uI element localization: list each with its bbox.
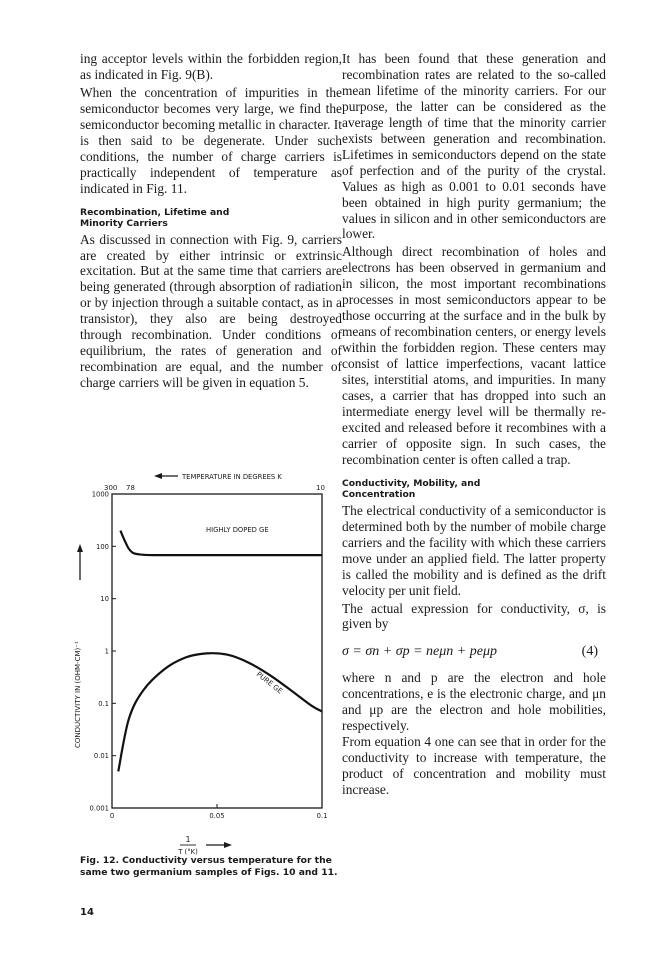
chart-svg [66,468,346,873]
left-column [80,51,342,391]
top-axis-arrowhead [154,473,162,479]
x-axis-label-denominator: T (°K) [178,848,198,856]
page-number: 14 [80,907,94,918]
figure-caption: Fig. 12. Conductivity versus temperature for the same two germanium samples of Figs. 10 and 11. [80,855,338,878]
paragraph: The actual expression for conductivity, σ, is given by [342,600,606,632]
y-tick-label: 1 [104,647,109,656]
paragraph: ing acceptor levels within the forbidden region, as indicated in Fig. 9(B). [80,51,342,82]
top-axis-label: TEMPERATURE IN DEGREES K [182,473,282,481]
x-ticks [110,804,328,820]
top-tick-label: 10 [316,484,325,492]
x-axis-label-numerator: 1 [185,835,191,844]
y-tick-label: 10 [100,595,109,604]
y-tick-label: 0.1 [98,699,109,708]
section-heading [80,207,342,229]
series-line-pure-ge [118,653,322,771]
section-heading [342,478,606,500]
paragraph: As discussed in connection with Fig. 9, carriers are created by either intrinsic or extrinsic excitation. But at the same time that carriers are being generated (through absorption of radiation or by injection through a suitable contact, as in a transistor), they also are being destroyed through recombination. Under conditions of equilibrium, the rates of generation and of recombination are equal, and the number of charge carriers will be given in equation 5. [80,231,342,391]
equation-body: σ = σn + σp = neμn + peμp [342,644,497,660]
plot-frame [112,494,322,808]
top-tick-label: 300 [104,484,118,492]
paragraph: The electrical conductivity of a semiconductor is determined both by the number of mobile charge carriers and the facility with which these carriers move under an applied field. The latter property is called the mobility and is defined as the drift velocity per unit field. [342,502,606,598]
paragraph: where n and p are the electron and hole concentrations, e is the electronic charge, and μn and μp are the electron and hole mobilities, respectively. [342,670,606,734]
section-heading-line: Conductivity, Mobility, and [342,477,481,489]
y-tick-label: 0.001 [89,804,109,813]
x-tick-label: 0.05 [209,812,225,820]
plot-axes [112,494,322,808]
y-axis-label: CONDUCTIVITY IN (OHM-CM)⁻¹ [74,641,82,748]
top-tick-label: 78 [126,484,135,492]
y-tick-label: 1000 [91,490,109,499]
figure-conductivity-chart [66,468,346,873]
right-column [342,51,606,798]
paragraph: From equation 4 one can see that in order for the conductivity to increase with temperature, the product of concentration and mobility must increase. [342,734,606,798]
y-tick-label: 100 [96,542,109,551]
series-label-highly-doped: HIGHLY DOPED GE [206,526,269,534]
equation [342,644,606,660]
section-heading-line: Minority Carriers [80,217,168,229]
paragraph: When the concentration of impurities in the semiconductor becomes very large, we find the semiconductor becoming metallic in character. It is then said to be degenerate. Under such conditions, the number of charge carriers is practically independent of temperature as indicated in Fig. 11. [80,84,342,196]
section-heading-line: Concentration [342,488,416,500]
equation-number: (4) [581,644,598,660]
x-axis-arrowhead [224,842,232,848]
series-lines [118,531,322,772]
y-tick-label: 0.01 [93,752,109,761]
series-line-highly-doped-ge [120,531,322,556]
section-heading-line: Recombination, Lifetime and [80,206,230,218]
x-tick-label: 0.1 [316,812,328,820]
series-label-pure: PURE GE [254,670,284,696]
paragraph: Although direct recombination of holes and electrons has been observed in germanium and in silicon, the most important recombinations processes in most semiconductors appear to be those occurring at the surface and in the bulk by means of recombination centers, or energy levels within the forbidden region. These centers may consist of lattice imperfections, vacant lattice sites, interstitial atoms, and impurities. In many cases, a carrier that has dropped into such an intermediate energy level will be thermally re-excited and released before it recombines with a carrier of opposite sign. In such cases, the recombination center is often called a trap. [342,244,606,467]
y-axis-arrowhead [77,544,83,552]
paragraph: It has been found that these generation and recombination rates are related to the so-called mean lifetime of the minority carriers. For our purpose, the latter can be considered as the average length of time that the minority carrier exists between generation and recombination. Lifetimes in semiconductors depend on the state of perfection and of the purity of the crystal. Values as high as 0.001 to 0.01 seconds have been obtained in high purity germanium; the values in silicon and in other semiconductors are lower. [342,51,606,242]
x-tick-label: 0 [109,812,115,820]
